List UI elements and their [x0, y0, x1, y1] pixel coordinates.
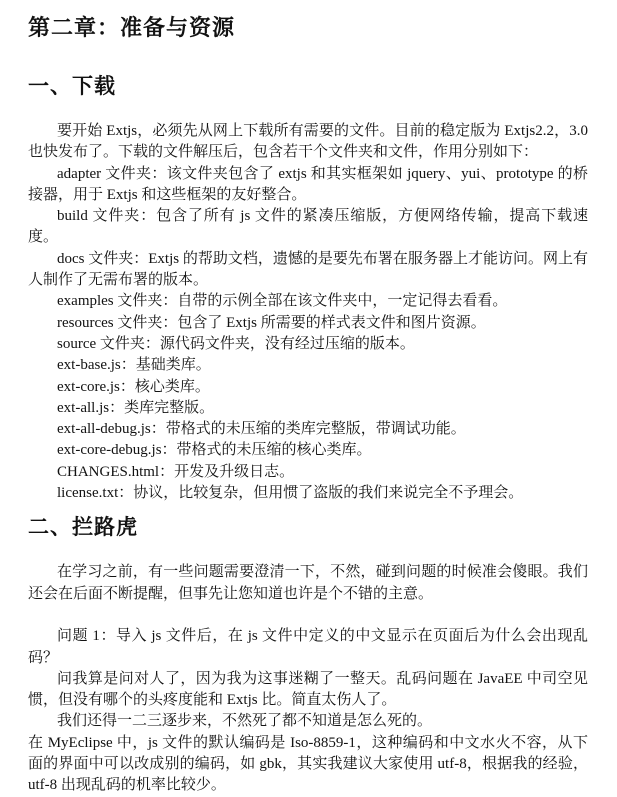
sections-container — [28, 73, 588, 797]
paragraph: 在 MyEclipse 中，js 文件的默认编码是 Iso-8859-1，这种编码和中文水火不容，从下面的界面中可以改成别的编码，如 gbk，其实我建议大家使用 utf-8，根据我的经验，utf-8 出现乱码的机率比较少。 — [28, 734, 588, 794]
paragraph: ext-core.js：核心类库。 — [57, 378, 210, 395]
paragraph: 我们还得一二三逐步来，不然死了都不知道是怎么死的。 — [57, 713, 433, 730]
paragraph: license.txt：协议，比较复杂，但用惯了盗版的我们来说完全不予理会。 — [57, 485, 524, 502]
paragraph: 问我算是问对人了，因为我为这事迷糊了一整天。乱码问题在 JavaEE 中司空见惯，但没有哪个的头疼度能和 Extjs 比。简直太伤人了。 — [28, 670, 588, 709]
section-heading: 一、下载 — [28, 74, 116, 98]
chapter-title: 第二章：准备与资源 — [28, 16, 236, 41]
paragraph: 问题 1：导入 js 文件后，在 js 文件中定义的中文显示在页面后为什么会出现乱码？ — [28, 628, 588, 666]
paragraph: docs 文件夹：Extjs 的帮助文档，遗憾的是要先布署在服务器上才能访问。网上有人制作了无需布署的版本。 — [28, 250, 588, 289]
paragraph: source 文件夹：源代码文件夹，没有经过压缩的版本。 — [57, 335, 415, 352]
section-heading: 二、拦路虎 — [28, 515, 138, 540]
paragraph: adapter 文件夹：该文件夹包含了 extjs 和其实框架如 jquery、yui、prototype 的桥接器，用于 Extjs 和这些框架的友好整合。 — [28, 165, 588, 203]
paragraph: ext-all.js：类库完整版。 — [57, 399, 215, 416]
paragraph: ext-core-debug.js：带格式的未压缩的核心类库。 — [57, 442, 372, 459]
paragraph: build 文件夹：包含了所有 js 文件的紧凑压缩版，方便网络传输，提高下载速度。 — [28, 208, 588, 246]
paragraph: ext-base.js：基础类库。 — [57, 357, 211, 374]
paragraph: CHANGES.html：开发及升级日志。 — [57, 463, 295, 480]
paragraph: 在学习之前，有一些问题需要澄清一下，不然，碰到问题的时候准会傻眼。我们还会在后面不断提醒，但事先让您知道也许是个不错的主意。 — [28, 564, 588, 602]
paragraph: examples 文件夹：自带的示例全部在该文件夹中，一定记得去看看。 — [57, 293, 508, 310]
paragraph: ext-all-debug.js：带格式的未压缩的类库完整版，带调试功能。 — [57, 421, 466, 438]
blank-line — [28, 605, 588, 626]
paragraph: resources 文件夹：包含了 Extjs 所需要的样式表文件和图片资源。 — [57, 314, 486, 331]
paragraph: 要开始 Extjs，必须先从网上下载所有需要的文件。目前的稳定版为 Extjs2.2，3.0 也快发布了。下载的文件解压后，包含若干个文件夹和文件，作用分别如下： — [28, 123, 588, 161]
